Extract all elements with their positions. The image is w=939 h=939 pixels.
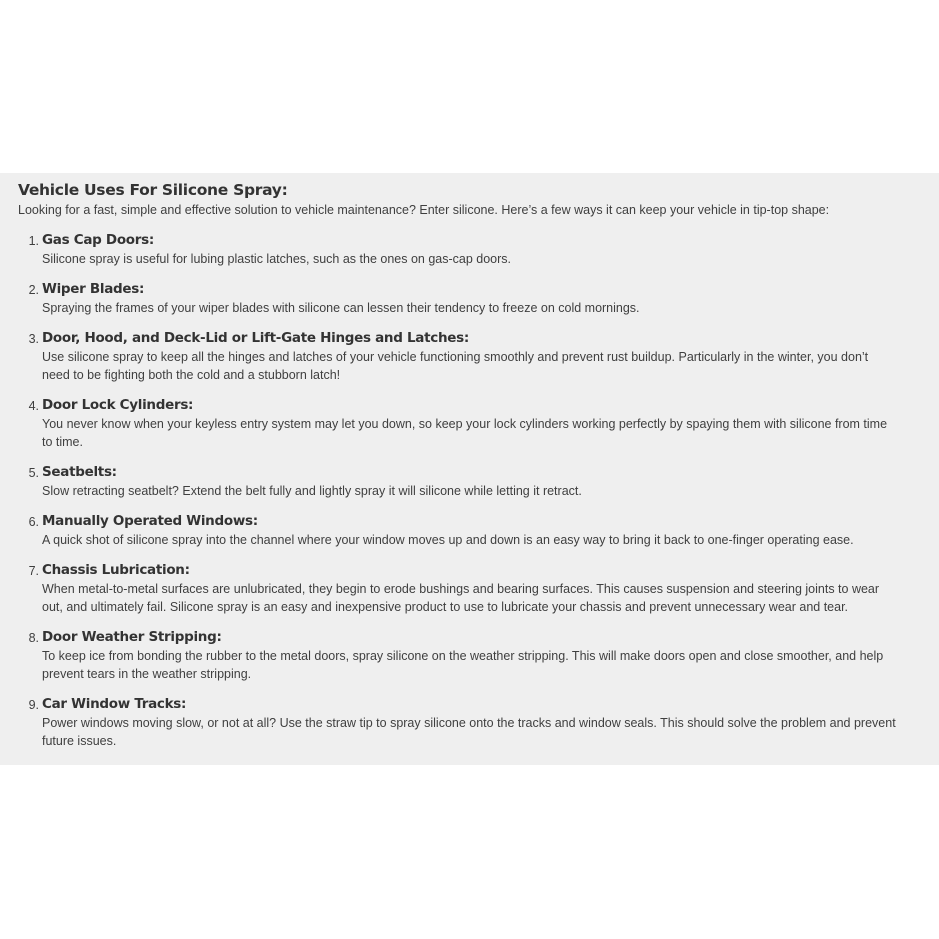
item-title: Door Lock Cylinders: [42,397,194,413]
item-number: 4. [28,399,39,413]
item-description: Spraying the frames of your wiper blades with silicone can lessen their tendency to freeze on cold mornings. [42,301,640,315]
intro-text: Looking for a fast, simple and effective solution to vehicle maintenance? Enter silicone. Here’s a few ways it can keep your vehicle in tip-top shape: [18,203,830,217]
item-number: 3. [28,332,39,346]
item-description: Slow retracting seatbelt? Extend the belt fully and lightly spray it will silicone while letting it retract. [42,484,582,498]
item-title: Seatbelts: [42,464,117,480]
page-title: Vehicle Uses For Silicone Spray: [18,181,288,199]
item-description: A quick shot of silicone spray into the channel where your window moves up and down is an easy way to bring it back to one-finger operating ease. [42,533,854,547]
item-description: Silicone spray is useful for lubing plastic latches, such as the ones on gas-cap doors. [42,252,512,266]
item-description: Power windows moving slow, or not at all? Use the straw tip to spray silicone onto the tracks and window seals. This should solve the problem and prevent future issues. [42,716,896,748]
item-title: Car Window Tracks: [42,696,187,712]
list-item [18,560,921,616]
item-number: 2. [28,283,39,297]
list-item [18,395,921,451]
list-item [18,462,921,500]
item-title: Manually Operated Windows: [42,513,258,529]
item-title: Chassis Lubrication: [42,562,190,578]
content-panel [0,173,939,765]
item-title: Door, Hood, and Deck-Lid or Lift-Gate Hinges and Latches: [42,330,469,346]
list-item [18,230,921,268]
item-number: 1. [28,234,39,248]
list-item [18,627,921,683]
item-number: 5. [28,466,39,480]
item-number: 6. [28,515,39,529]
item-number: 8. [28,631,39,645]
list-item [18,328,921,384]
item-description: Use silicone spray to keep all the hinges and latches of your vehicle functioning smoothly and prevent rust buildup. Particularly in the winter, you don’t need to be fighting both the cold and a stubborn latch! [42,350,869,382]
list-item [18,694,921,750]
list-item [18,279,921,317]
item-description: To keep ice from bonding the rubber to the metal doors, spray silicone on the weather stripping. This will make doors open and close smoother, and help prevent tears in the weather stripping. [42,649,884,681]
item-description: You never know when your keyless entry system may let you down, so keep your lock cylinders working perfectly by spaying them with silicone from time to time. [42,417,888,449]
item-title: Door Weather Stripping: [42,629,222,645]
item-title: Wiper Blades: [42,281,145,297]
item-title: Gas Cap Doors: [42,232,154,248]
item-description: When metal-to-metal surfaces are unlubricated, they begin to erode bushings and bearing surfaces. This causes suspension and steering joints to wear out, and ultimately fail. Silicone spray is an easy and inexpensive product to use to lubricate your chassis and prevent unnecessary wear and tear. [42,582,880,614]
item-number: 7. [28,564,39,578]
uses-list [18,230,921,750]
item-number: 9. [28,698,39,712]
list-item [18,511,921,549]
